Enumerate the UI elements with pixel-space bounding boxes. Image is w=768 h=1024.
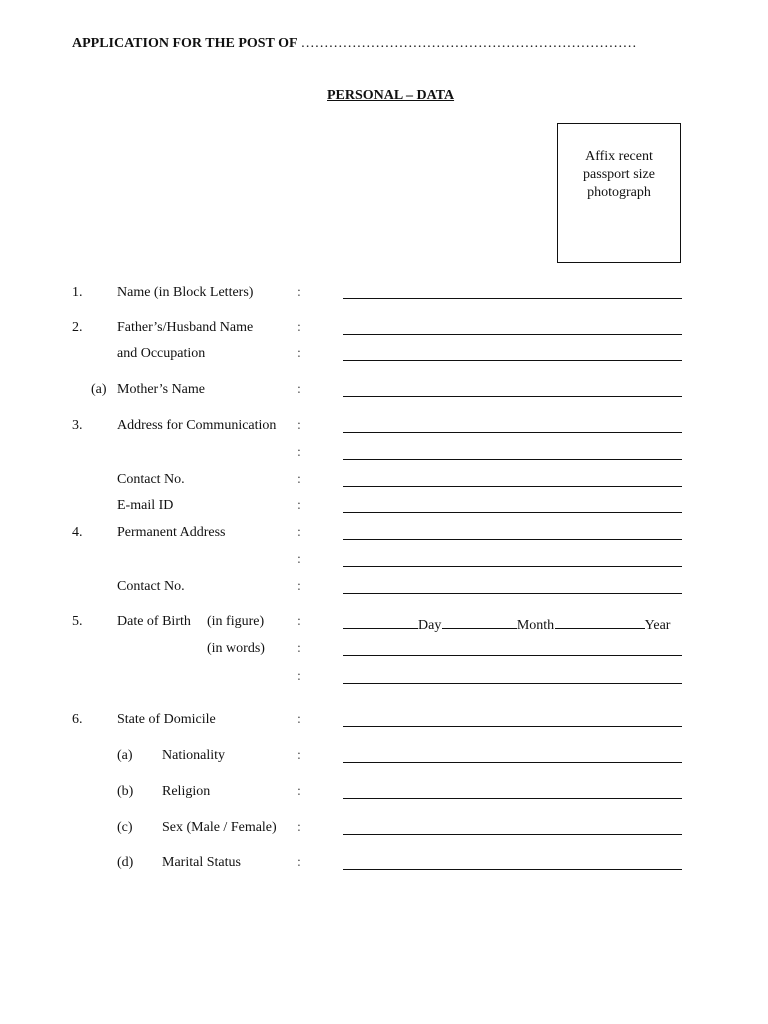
nationality-field-line[interactable] [343,762,682,763]
colon: : [297,669,301,684]
colon: : [297,320,301,335]
permanent-address-field-line-2[interactable] [343,566,682,567]
post-title [72,36,637,52]
photo-box [557,123,681,263]
dob-day-label: Day [418,618,442,633]
dob-words-field-line-2[interactable] [343,683,682,684]
mother-name-label: Mother’s Name [117,382,205,397]
post-title-dots: ……………………………………………………………… [300,36,637,51]
colon: : [297,472,301,487]
mother-prefix: (a) [91,382,107,397]
dob-month-label: Month [516,618,555,633]
dob-year-field[interactable] [555,614,645,629]
sex-prefix: (c) [117,820,133,835]
colon: : [297,820,301,835]
father-husband-label: Father’s/Husband Name [117,320,254,335]
photo-text-3: photograph [587,185,651,200]
post-title-label: APPLICATION FOR THE POST OF [72,36,298,51]
permanent-address-field-line-1[interactable] [343,539,682,540]
occupation-label: and Occupation [117,346,206,361]
colon: : [297,614,301,629]
occupation-field-line[interactable] [343,360,682,361]
religion-field-line[interactable] [343,798,682,799]
marital-status-field-line[interactable] [343,869,682,870]
dob-label: Date of Birth [117,614,191,629]
colon: : [297,748,301,763]
nationality-label: Nationality [162,748,225,763]
email-field-line[interactable] [343,512,682,513]
item-number-5: 5. [72,614,83,629]
colon: : [297,855,301,870]
address-field-line-1[interactable] [343,432,682,433]
father-husband-field-line[interactable] [343,334,682,335]
mother-name-field-line[interactable] [343,396,682,397]
colon: : [297,552,301,567]
colon: : [297,579,301,594]
contact-label: Contact No. [117,472,185,487]
colon: : [297,445,301,460]
domicile-field-line[interactable] [343,726,682,727]
dob-figure-fields [343,614,670,634]
colon: : [297,712,301,727]
dob-in-words-label: (in words) [207,641,265,656]
nationality-prefix: (a) [117,748,133,763]
address-label: Address for Communication [117,418,277,433]
permanent-contact-field-line[interactable] [343,593,682,594]
sex-label: Sex (Male / Female) [162,820,277,835]
colon: : [297,418,301,433]
colon: : [297,285,301,300]
colon: : [297,784,301,799]
item-number-4: 4. [72,525,83,540]
marital-prefix: (d) [117,855,134,870]
colon: : [297,498,301,513]
dob-words-field-line-1[interactable] [343,655,682,656]
name-field-line[interactable] [343,298,682,299]
sex-field-line[interactable] [343,834,682,835]
item-number-3: 3. [72,418,83,433]
permanent-contact-label: Contact No. [117,579,185,594]
religion-prefix: (b) [117,784,134,799]
dob-in-figure-label: (in figure) [207,614,265,629]
dob-month-field[interactable] [442,614,517,629]
colon: : [297,346,301,361]
colon: : [297,525,301,540]
marital-status-label: Marital Status [162,855,241,870]
item-number-2: 2. [72,320,83,335]
contact-field-line[interactable] [343,486,682,487]
dob-day-field[interactable] [343,614,418,629]
section-title: PERSONAL – DATA [327,88,455,103]
name-label: Name (in Block Letters) [117,285,254,300]
domicile-label: State of Domicile [117,712,216,727]
item-number-6: 6. [72,712,83,727]
colon: : [297,641,301,656]
colon: : [297,382,301,397]
photo-text-1: Affix recent [585,149,653,164]
dob-year-label: Year [644,618,671,633]
religion-label: Religion [162,784,211,799]
address-field-line-2[interactable] [343,459,682,460]
photo-text-2: passport size [583,167,655,182]
permanent-address-label: Permanent Address [117,525,226,540]
email-label: E-mail ID [117,498,174,513]
item-number-1: 1. [72,285,83,300]
